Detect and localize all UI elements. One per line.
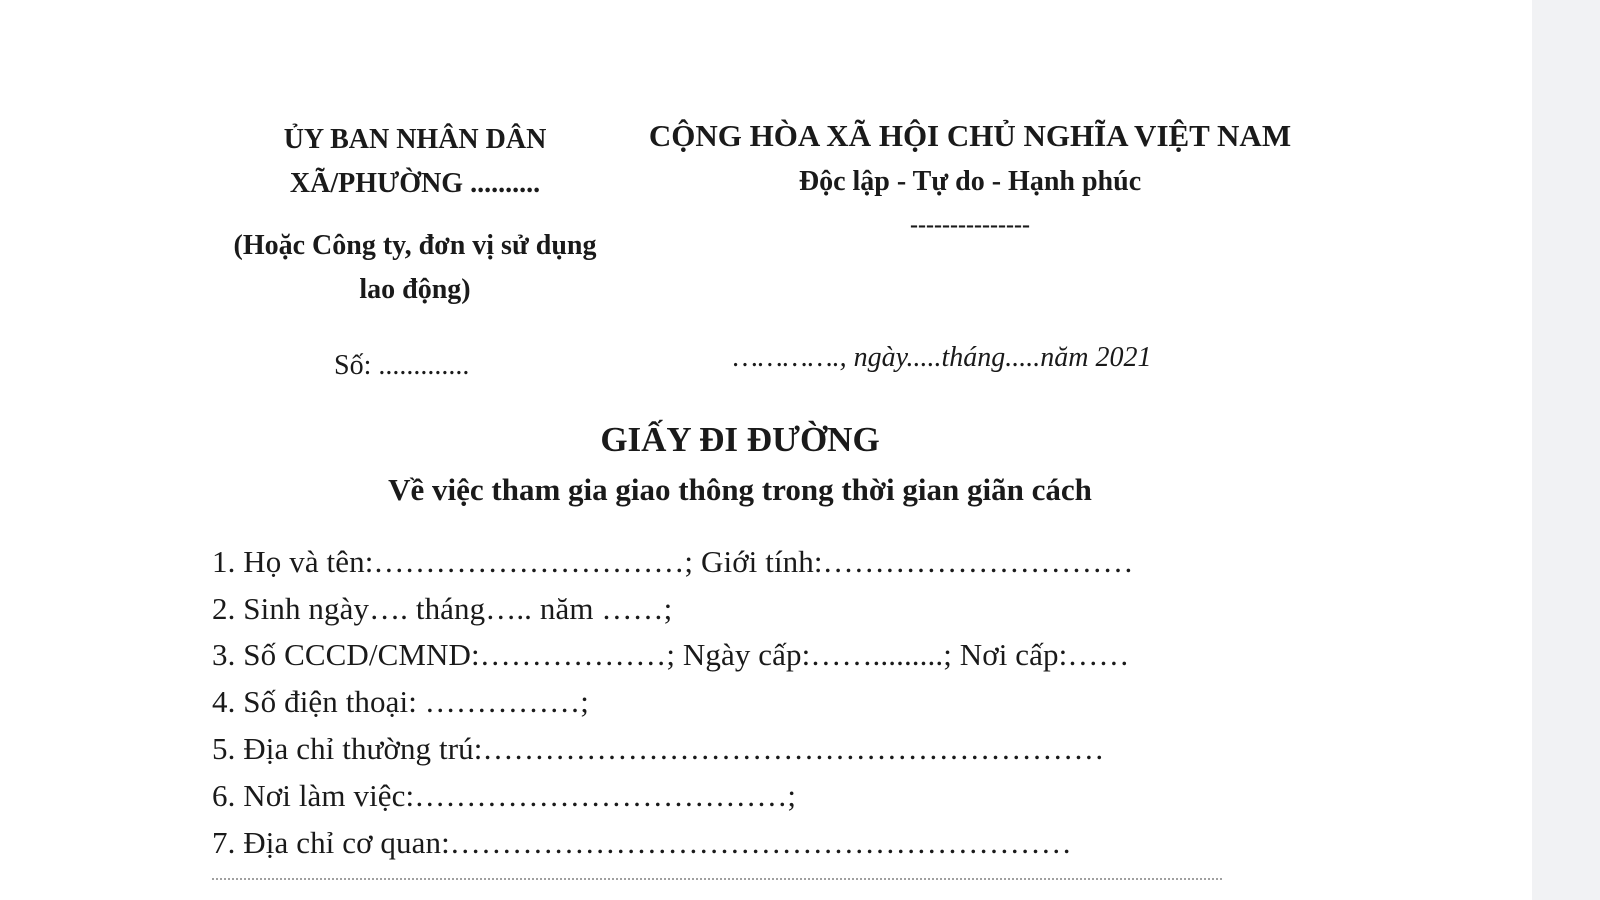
field-id-card: 3. Số CCCD/CMND:………………; Ngày cấp:…….........; Nơi cấp:…… bbox=[212, 637, 1130, 672]
field-date-of-birth: 2. Sinh ngày…. tháng….. năm ……; bbox=[212, 591, 673, 626]
document-number: Số: ............. bbox=[334, 350, 470, 381]
issuer-note-line2: lao động) bbox=[359, 274, 471, 305]
document-subtitle: Về việc tham gia giao thông trong thời gian giãn cách bbox=[388, 472, 1092, 507]
field-workplace: 6. Nơi làm việc:………………………………; bbox=[212, 778, 797, 813]
field-next-cutoff bbox=[212, 878, 1222, 884]
field-permanent-address: 5. Địa chỉ thường trú:…………………………………………………… bbox=[212, 731, 1105, 766]
issue-date: …………., ngày.....tháng.....năm 2021 bbox=[733, 342, 1152, 373]
issuer-ward: XÃ/PHƯỜNG .......... bbox=[289, 168, 541, 199]
motto-divider: --------------- bbox=[910, 212, 1030, 238]
national-motto: Độc lập - Tự do - Hạnh phúc bbox=[798, 166, 1142, 197]
issuer-name: ỦY BAN NHÂN DÂN bbox=[283, 124, 547, 155]
document-title: GIẤY ĐI ĐƯỜNG bbox=[600, 420, 880, 459]
viewer-gutter bbox=[1532, 0, 1600, 900]
field-full-name: 1. Họ và tên:…………………………; Giới tính:………………………… bbox=[212, 544, 1134, 579]
issuer-note-line1: (Hoặc Công ty, đơn vị sử dụng bbox=[233, 230, 597, 261]
field-office-address: 7. Địa chỉ cơ quan:…………………………………………………… bbox=[212, 825, 1072, 860]
field-phone: 4. Số điện thoại: ……………; bbox=[212, 684, 589, 719]
national-title: CỘNG HÒA XÃ HỘI CHỦ NGHĨA VIỆT NAM bbox=[648, 118, 1292, 153]
